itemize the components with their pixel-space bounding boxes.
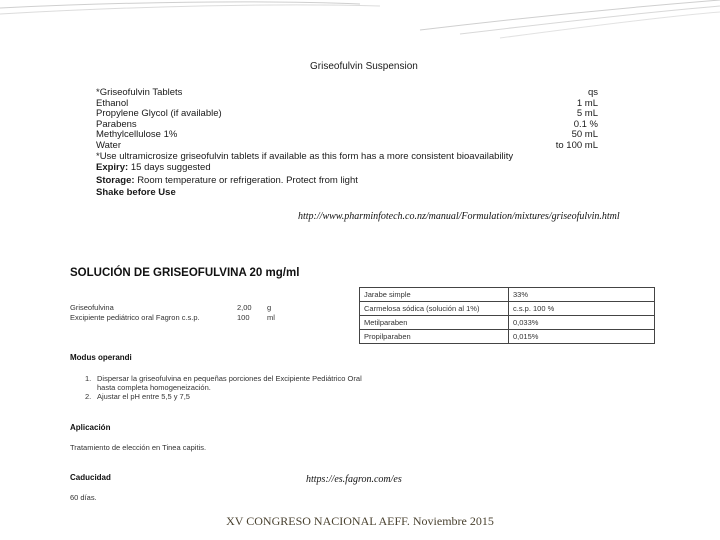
- step-number: 2.: [85, 392, 92, 401]
- step-number: 1.: [85, 374, 92, 383]
- decorative-lines: [0, 0, 720, 40]
- aplicacion-heading: Aplicación: [70, 423, 111, 432]
- table-cell: Carmelosa sódica (solución al 1%): [360, 302, 509, 316]
- table-row: [360, 330, 655, 344]
- storage-value: Room temperature or refrigeration. Protect from light: [137, 175, 358, 186]
- expiry-label: Expiry:: [96, 162, 129, 173]
- solution-ingredient-name: Excipiente pediátrico oral Fagron c.s.p.: [70, 313, 200, 322]
- solution-ingredient-amount: 100: [237, 313, 250, 322]
- table-cell: 0,015%: [509, 330, 655, 344]
- excipient-composition-table: [359, 287, 655, 344]
- step-text: Dispersar la griseofulvina en pequeñas porciones del Excipiente Pediátrico Oral: [97, 374, 362, 383]
- ingredient-qty: 5 mL: [576, 108, 598, 119]
- table-row: [360, 316, 655, 330]
- conference-footer: XV CONGRESO NACIONAL AEFF. Noviembre 2015: [226, 514, 494, 528]
- storage-line: [96, 176, 358, 186]
- solution-ingredient-unit: ml: [267, 313, 275, 322]
- ingredient-qty: 50 mL: [571, 129, 598, 140]
- solution-title: SOLUCIÓN DE GRISEOFULVINA 20 mg/ml: [70, 267, 300, 279]
- ingredient-name: Water: [96, 139, 121, 151]
- caducidad-heading: Caducidad: [70, 473, 111, 482]
- ingredient-name: Methylcellulose 1%: [96, 129, 178, 140]
- ingredient-name: Ethanol: [96, 97, 129, 109]
- table-cell: Propilparaben: [360, 330, 509, 344]
- expiry-value: 15 days suggested: [130, 162, 211, 173]
- table-cell: 0,033%: [509, 316, 655, 330]
- table-row: [360, 288, 655, 302]
- ingredient-qty: 1 mL: [576, 97, 598, 109]
- ingredient-name: Propylene Glycol (if available): [96, 108, 222, 119]
- ingredient-qty: to 100 mL: [555, 139, 598, 151]
- ingredient-qty: 0.1 %: [573, 118, 598, 130]
- solution-ingredient-unit: g: [267, 303, 272, 312]
- suspension-title: Griseofulvin Suspension: [310, 61, 418, 72]
- source-url-1[interactable]: http://www.pharminfotech.co.nz/manual/Formulation/mixtures/griseofulvin.html: [298, 211, 620, 222]
- table-cell: 33%: [509, 288, 655, 302]
- storage-label: Storage:: [96, 175, 135, 186]
- shake-note: Shake before Use: [96, 187, 176, 198]
- table-cell: Metilparaben: [360, 316, 509, 330]
- ingredient-name: Parabens: [96, 118, 137, 130]
- ingredient-name: *Griseofulvin Tablets: [96, 87, 183, 98]
- step-text: hasta completa homogeneización.: [97, 383, 211, 392]
- solution-ingredient-name: Griseofulvina: [70, 303, 114, 312]
- table-cell: Jarabe simple: [360, 288, 509, 302]
- expiry-line: [96, 163, 211, 173]
- solution-ingredient-amount: 2,00: [237, 303, 252, 312]
- ingredient-qty: qs: [587, 87, 598, 98]
- table-cell: c.s.p. 100 %: [509, 302, 655, 316]
- aplicacion-text: Tratamiento de elección en Tinea capitis.: [70, 443, 207, 452]
- caducidad-text: 60 días.: [70, 493, 97, 502]
- source-url-2[interactable]: https://es.fagron.com/es: [306, 474, 402, 485]
- suspension-note: *Use ultramicrosize griseofulvin tablets if available as this form has a more consistent bioavailability: [96, 151, 514, 162]
- step-text: Ajustar el pH entre 5,5 y 7,5: [97, 392, 190, 401]
- modus-operandi-heading: Modus operandi: [70, 353, 132, 362]
- table-row: [360, 302, 655, 316]
